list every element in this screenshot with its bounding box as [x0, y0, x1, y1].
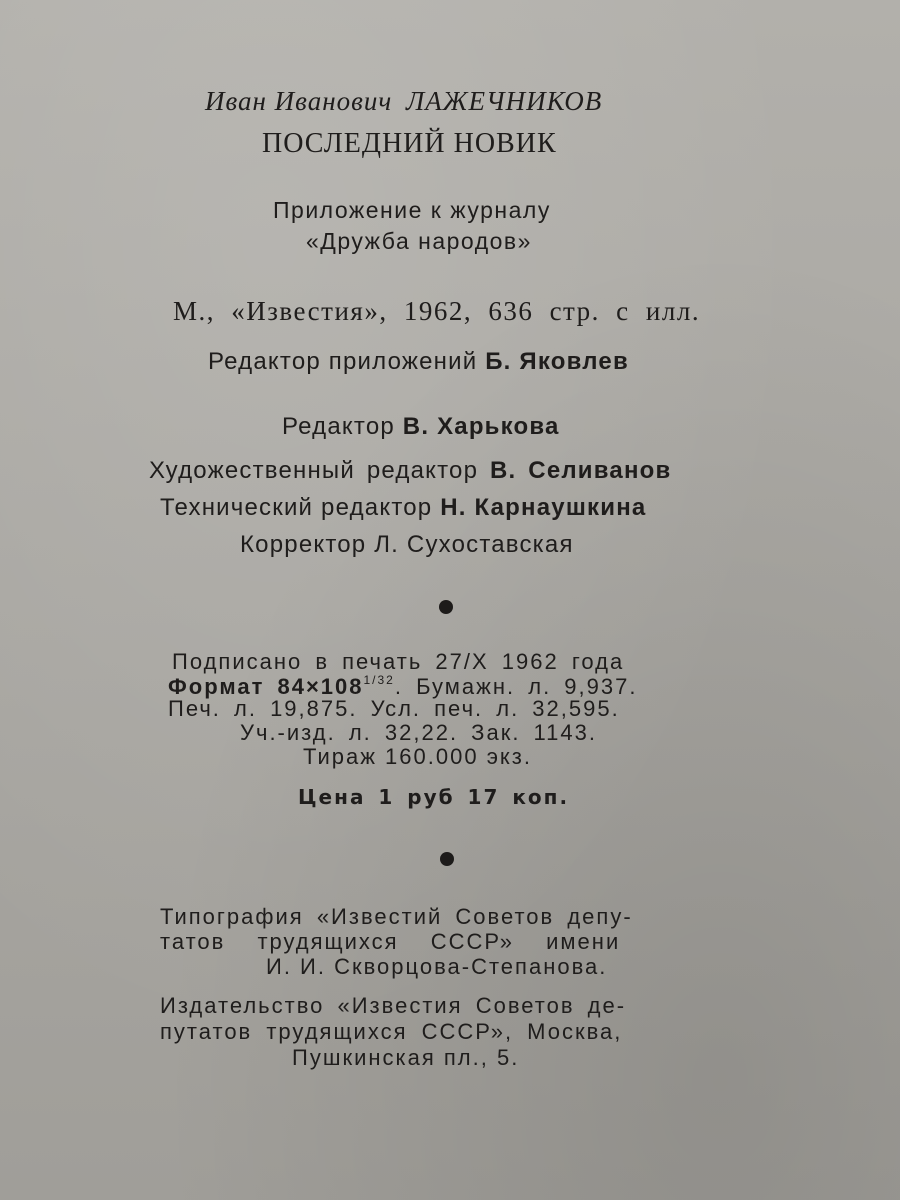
proofreader-label: Корректор [240, 531, 367, 558]
author-line [205, 88, 602, 115]
format-suffix: . Бумажн. л. 9,937. [394, 674, 638, 699]
supplements-editor-label: Редактор приложений [208, 348, 478, 375]
supplements-editor-line [208, 350, 629, 374]
publisher-line-1: Издательство «Известия Советов де- [160, 993, 627, 1018]
book-title: ПОСЛЕДНИЙ НОВИК [262, 128, 557, 159]
edition-sheets-line: Уч.-изд. л. 32,22. Зак. 1143. [240, 720, 597, 745]
printing-house-line-1: Типография «Известий Советов депу- [160, 904, 633, 929]
printing-house-line-2: татов трудящихся СССР» имени [160, 929, 621, 954]
format-line [168, 674, 637, 698]
editor-line [282, 415, 560, 439]
art-editor-name: В. Селиванов [490, 457, 672, 484]
separator-bullet-2 [440, 852, 454, 866]
author-first-names: Иван Иванович [205, 86, 393, 116]
art-editor-line [149, 459, 671, 483]
editor-name: В. Харькова [402, 413, 560, 440]
publisher-line-2: путатов трудящихся СССР», Москва, [160, 1019, 623, 1044]
sheets-line: Печ. л. 19,875. Усл. печ. л. 32,595. [168, 696, 620, 721]
supplements-editor-name: Б. Яковлев [485, 348, 629, 375]
editor-label: Редактор [282, 413, 395, 440]
publisher-line-3: Пушкинская пл., 5. [292, 1045, 520, 1070]
proofreader-name: Л. Сухоставская [374, 531, 574, 558]
tech-editor-line [160, 496, 646, 520]
author-surname: ЛАЖЕЧНИКОВ [405, 86, 603, 116]
tech-editor-label: Технический редактор [160, 494, 433, 521]
separator-bullet-1 [439, 600, 453, 614]
signed-to-print-line: Подписано в печать 27/X 1962 года [172, 649, 625, 674]
imprint-line: М., «Известия», 1962, 636 стр. с илл. [173, 296, 701, 326]
proofreader-line [240, 533, 574, 557]
art-editor-label: Художественный редактор [149, 457, 479, 484]
price-line: Цена 1 руб 17 коп. [298, 785, 570, 809]
tech-editor-name: Н. Карнаушкина [440, 494, 647, 521]
printing-house-line-3: И. И. Скворцова-Степанова. [266, 954, 608, 979]
print-run-line: Тираж 160.000 экз. [303, 744, 532, 769]
format-fraction: 1/32 [363, 673, 395, 687]
format-prefix: Формат 84×108 [168, 674, 364, 699]
supplement-line-1: Приложение к журналу [273, 197, 551, 223]
supplement-line-2: «Дружба народов» [306, 228, 532, 254]
